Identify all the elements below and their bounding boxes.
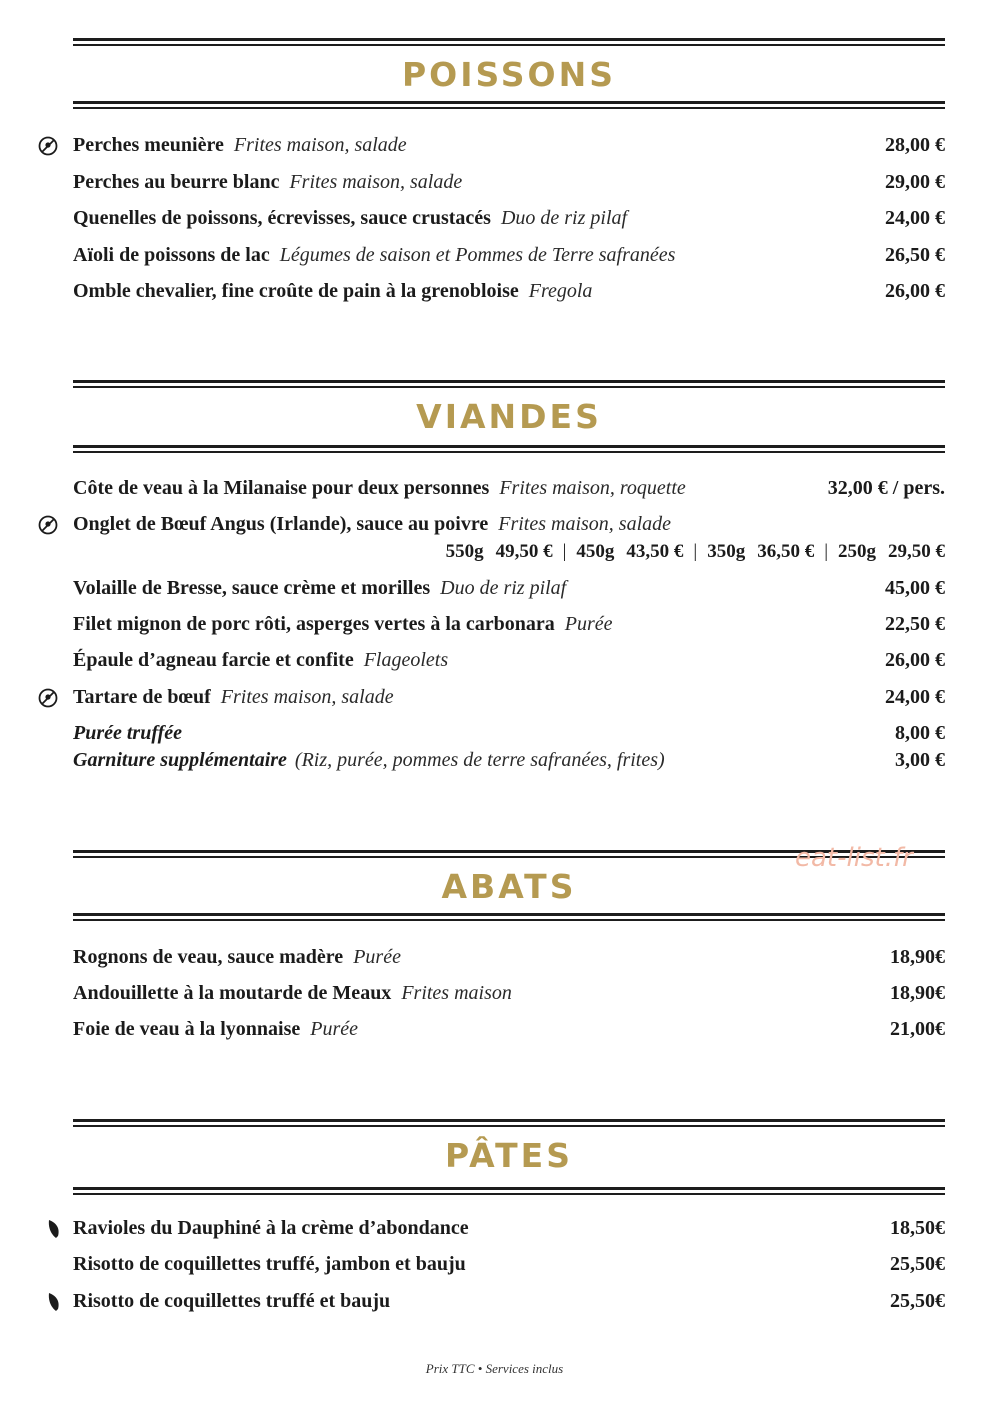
dish-name: Ravioles du Dauphiné à la crème d’abondance [73, 1217, 469, 1239]
dish-side: Duo de riz pilaf [440, 577, 567, 599]
section-title-viandes: VIANDES [416, 397, 602, 436]
dish-side: Purée [310, 1018, 358, 1040]
section-top-rule [73, 1119, 945, 1127]
dish-side: Frites maison, salade [220, 686, 394, 708]
dish-price: 24,00 € [885, 207, 945, 229]
dish-name: Risotto de coquillettes truffé et bauju [73, 1290, 391, 1312]
section-bottom-rule [73, 913, 945, 921]
extra-price: 8,00 € [895, 722, 945, 744]
dish-side: Purée [564, 613, 613, 635]
section-bottom-rule [73, 445, 945, 453]
size-weight: 550g [445, 541, 484, 562]
menu-item [73, 609, 945, 639]
dish-side: Purée [353, 946, 401, 968]
dish-price: 26,50 € [885, 244, 945, 266]
dish-price: 18,90€ [890, 946, 945, 968]
dish-price: 26,00 € [885, 649, 945, 671]
dish-price: 18,90€ [890, 982, 945, 1004]
dish-name: Quenelles de poissons, écrevisses, sauce crustacés [73, 207, 491, 229]
size-separator: | [824, 541, 828, 562]
dish-side: Frites maison, salade [498, 513, 672, 535]
leaf-icon [47, 1219, 61, 1239]
dish-side: Fregola [528, 280, 593, 302]
dish-name: Aïoli de poissons de lac [73, 244, 270, 266]
watermark: eat-list.fr [795, 843, 913, 873]
dish-name: Foie de veau à la lyonnaise [73, 1018, 301, 1040]
size-price: 49,50 € [495, 541, 553, 562]
size-separator: | [562, 541, 567, 562]
crossed-circle-icon [38, 688, 58, 708]
dish-side: Flageolets [363, 649, 449, 671]
menu-item [73, 167, 945, 197]
menu-extra [73, 745, 945, 775]
section-top-rule [73, 380, 945, 388]
onglet-size-prices [245, 538, 945, 566]
dish-name: Perches meunière [73, 134, 224, 156]
dish-name: Andouillette à la moutarde de Meaux [73, 982, 392, 1004]
dish-price: 45,00 € [885, 577, 945, 599]
size-weight: 350g [707, 541, 746, 562]
dish-side: Duo de riz pilaf [500, 207, 628, 229]
size-price: 29,50 € [888, 541, 945, 562]
dish-side: Légumes de saison et Pommes de Terre safranées [279, 244, 676, 266]
menu-item [73, 645, 945, 675]
section-bottom-rule [73, 1187, 945, 1195]
dish-name: Rognons de veau, sauce madère [73, 946, 344, 968]
menu-item [73, 942, 945, 972]
dish-name: Volaille de Bresse, sauce crème et morilles [73, 577, 431, 599]
dish-price: 18,50€ [890, 1217, 945, 1239]
dish-name: Omble chevalier, fine croûte de pain à la grenobloise [73, 280, 519, 302]
dish-name: Risotto de coquillettes truffé, jambon et bauju [73, 1253, 466, 1275]
menu-item [73, 240, 945, 270]
dish-side: Frites maison [401, 982, 512, 1004]
extra-price: 3,00 € [895, 749, 945, 771]
menu-item [73, 1249, 945, 1279]
dish-price: 22,50 € [885, 613, 945, 635]
section-title-pates: PÂTES [445, 1136, 573, 1175]
size-weight: 450g [576, 541, 615, 562]
menu-item [73, 978, 945, 1008]
crossed-circle-icon [38, 136, 58, 156]
menu-item [73, 1213, 945, 1243]
section-title-poissons: POISSONS [401, 55, 616, 94]
menu-item [73, 276, 945, 306]
dish-price: 25,50€ [890, 1290, 945, 1312]
dish-price: 32,00 € / pers. [827, 477, 945, 499]
dish-name: Tartare de bœuf [73, 686, 211, 708]
dish-name: Onglet de Bœuf Angus (Irlande), sauce au poivre [73, 513, 489, 535]
dish-price: 26,00 € [885, 280, 945, 302]
size-price: 43,50 € [626, 541, 684, 562]
dish-price: 21,00€ [890, 1018, 945, 1040]
menu-item [73, 1286, 945, 1316]
menu-item [73, 473, 945, 503]
dish-name: Perches au beurre blanc [73, 171, 280, 193]
extra-detail: (Riz, purée, pommes de terre safranées, frites) [294, 749, 665, 771]
dish-name: Épaule d’agneau farcie et confite [73, 649, 354, 671]
size-separator: | [693, 541, 698, 562]
footer-note: Prix TTC • Services inclus [425, 1361, 564, 1376]
section-bottom-rule [73, 101, 945, 109]
menu-extra [73, 718, 945, 748]
dish-side: Frites maison, salade [233, 134, 407, 156]
dish-side: Frites maison, salade [289, 171, 463, 193]
crossed-circle-icon [38, 515, 58, 535]
dish-side: Frites maison, roquette [499, 477, 686, 499]
menu-item [73, 1014, 945, 1044]
dish-price: 25,50€ [890, 1253, 945, 1275]
leaf-icon [47, 1292, 61, 1312]
dish-price: 24,00 € [885, 686, 945, 708]
size-price: 36,50 € [757, 541, 815, 562]
menu-item [73, 509, 945, 539]
extra-name: Purée truffée [73, 722, 183, 744]
dish-price: 28,00 € [885, 134, 945, 156]
menu-item [73, 682, 945, 712]
dish-name: Filet mignon de porc rôti, asperges vertes à la carbonara [73, 613, 555, 635]
section-top-rule [73, 38, 945, 46]
dish-name: Côte de veau à la Milanaise pour deux personnes [73, 477, 490, 499]
extra-name: Garniture supplémentaire [73, 749, 287, 771]
section-title-abats: ABATS [441, 867, 577, 906]
dish-price: 29,00 € [885, 171, 945, 193]
menu-item [73, 130, 945, 160]
menu-item [73, 203, 945, 233]
menu-item [73, 573, 945, 603]
size-weight: 250g [838, 541, 876, 562]
